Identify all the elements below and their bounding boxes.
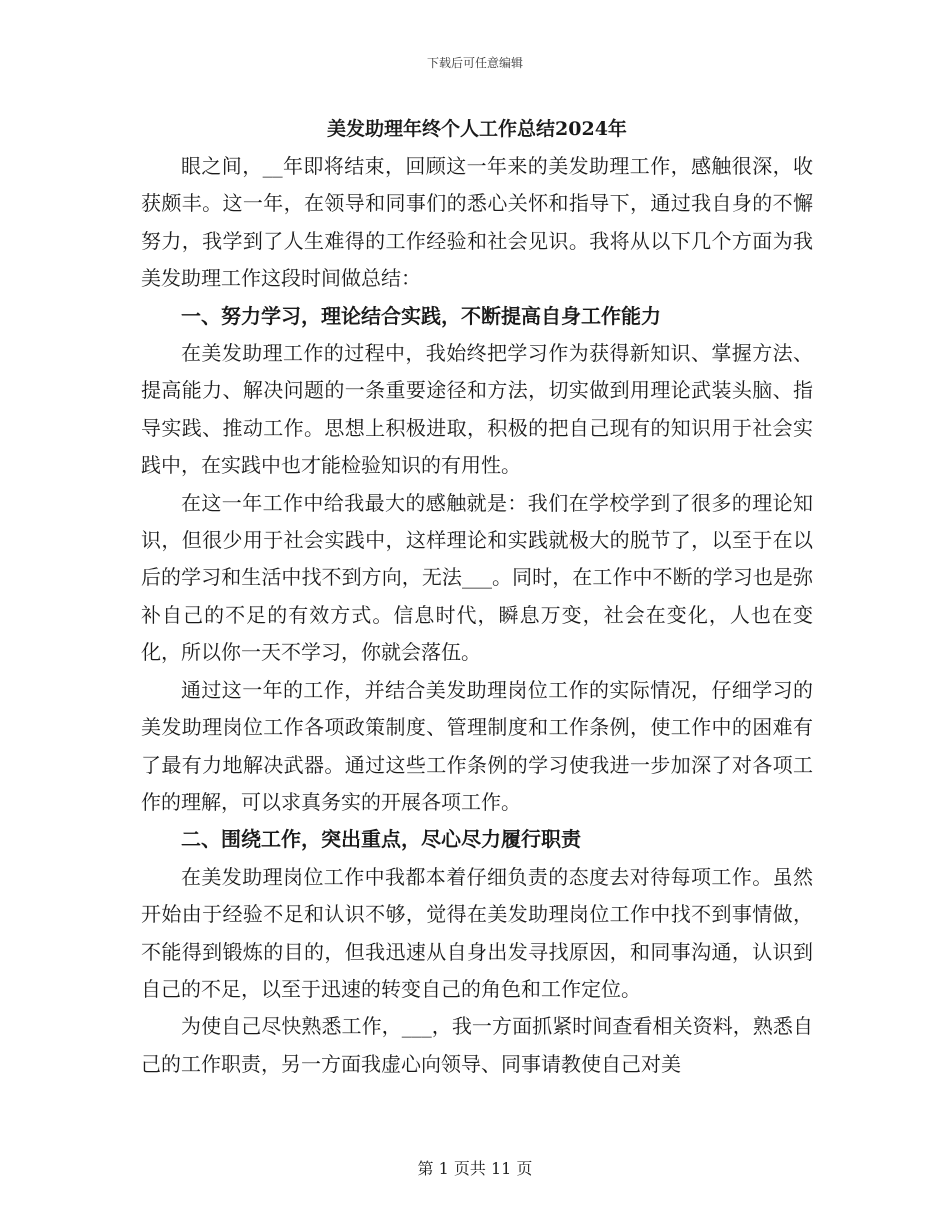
paragraph: 通过这一年的工作，并结合美发助理岗位工作的实际情况，仔细学习的美发助理岗位工作各项政策制度、管理制度和工作条例，使工作中的困难有了最有力地解决武器。通过这些工作条例的学习使我进一步加深了对各项工作的理解，可以求真务实的开展各项工作。 [141,677,813,814]
document-title: 美发助理年终个人工作总结2024年 [327,118,627,140]
paragraph: 为使自己尽快熟悉工作，___，我一方面抓紧时间查看相关资料，熟悉自己的工作职责，另一方面我虚心向领导、同事请教使自己对美 [141,1014,813,1076]
page-footer: 第 1 页共 11 页 [417,1159,533,1178]
header-note: 下载后可任意编辑 [426,56,523,70]
document-body [141,112,813,1083]
paragraph: 在美发助理岗位工作中我都本着仔细负责的态度去对待每项工作。虽然开始由于经验不足和认识不够，觉得在美发助理岗位工作中找不到事情做，不能得到锻炼的目的，但我迅速从自身出发寻找原因，和同事沟通，认识到自己的不足，以至于迅速的转变自己的角色和工作定位。 [141,864,813,1001]
section-heading-1: 一、努力学习，理论结合实践，不断提高自身工作能力 [181,303,661,328]
section-heading-2: 二、围绕工作，突出重点，尽心尽力履行职责 [181,827,581,852]
paragraph-intro: 眼之间，__年即将结束，回顾这一年来的美发助理工作，感触很深，收获颇丰。这一年，在领导和同事们的悉心关怀和指导下，通过我自身的不懈努力，我学到了人生难得的工作经验和社会见识。我将从以下几个方面为我美发助理工作这段时间做总结： [141,154,813,291]
paragraph: 在美发助理工作的过程中，我始终把学习作为获得新知识、掌握方法、提高能力、解决问题的一条重要途径和方法，切实做到用理论武装头脑、指导实践、推动工作。思想上积极进取，积极的把自己现有的知识用于社会实践中，在实践中也才能检验知识的有用性。 [141,341,813,478]
paragraph: 在这一年工作中给我最大的感触就是：我们在学校学到了很多的理论知识，但很少用于社会实践中，这样理论和实践就极大的脱节了，以至于在以后的学习和生活中找不到方向，无法___。同时，在工作中不断的学习也是弥补自己的不足的有效方式。信息时代，瞬息万变，社会在变化，人也在变化，所以你一天不学习，你就会落伍。 [141,490,813,665]
